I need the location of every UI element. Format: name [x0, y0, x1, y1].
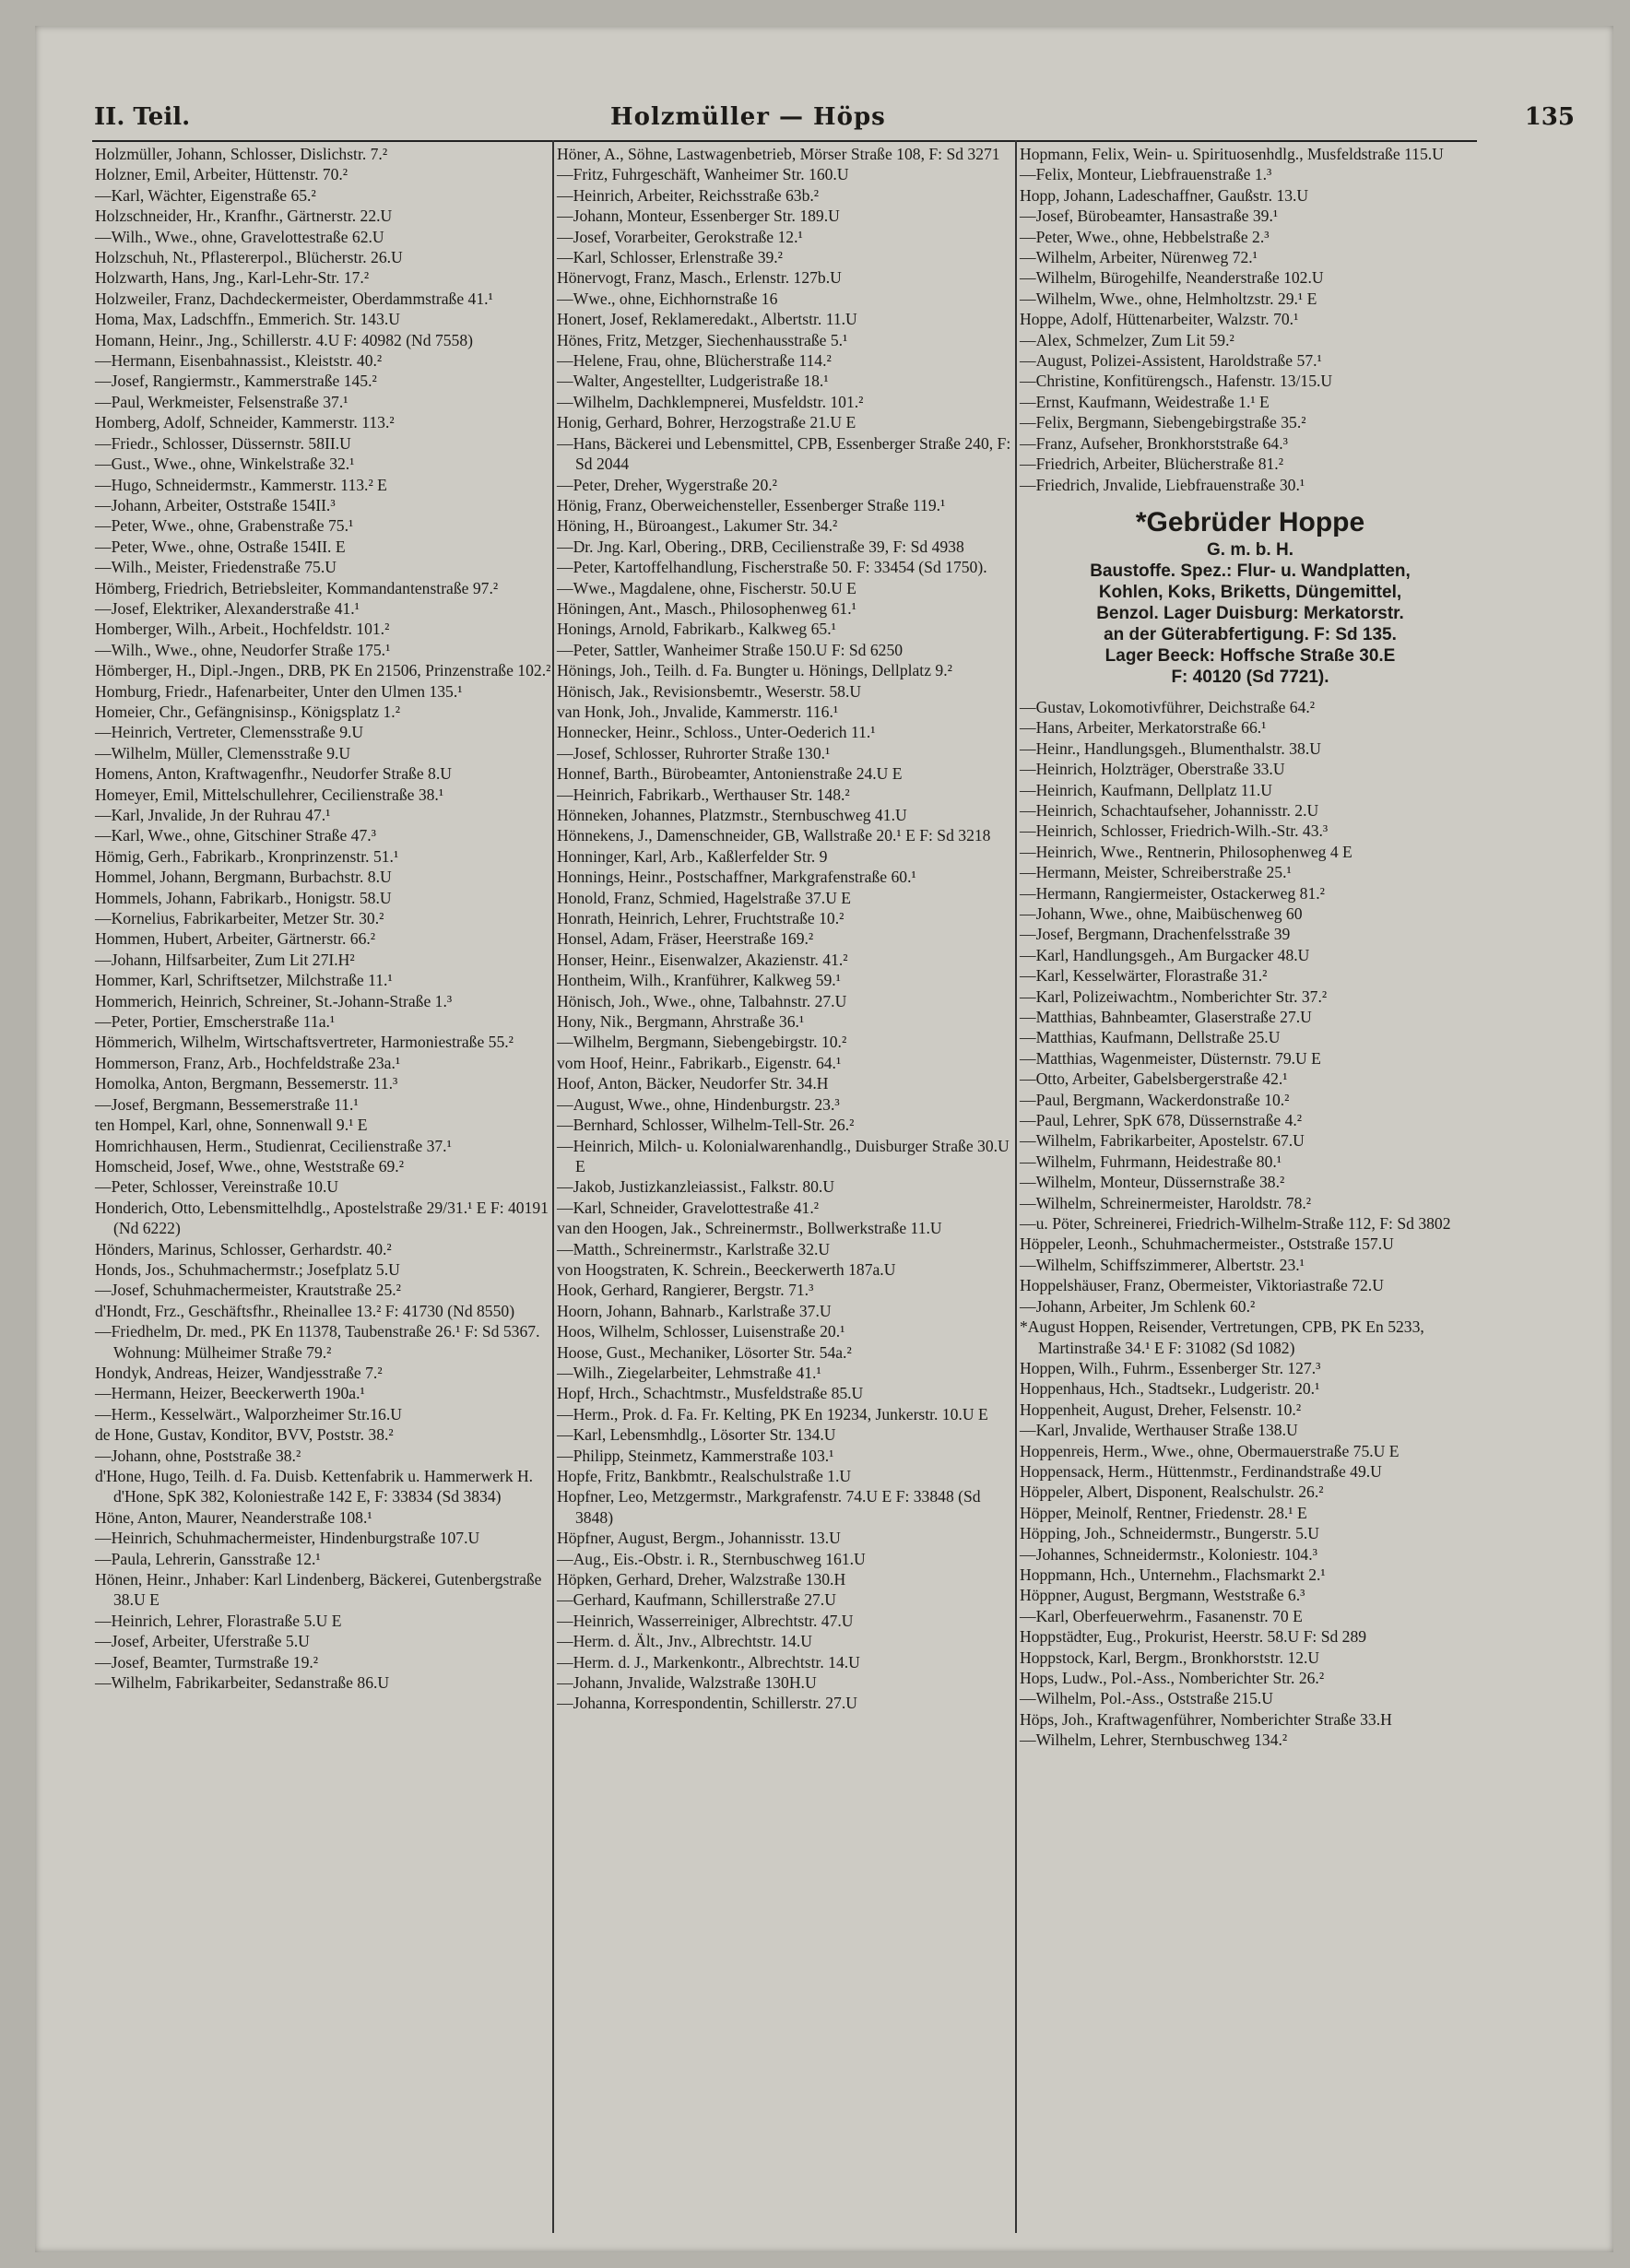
directory-entry: —Kornelius, Fabrikarbeiter, Metzer Str. 30.²	[95, 909, 384, 928]
directory-entry: —Johanna, Korrespondentin, Schillerstr. 27.U	[557, 1694, 857, 1713]
directory-entry: Homens, Anton, Kraftwagenfhr., Neudorfer Straße 8.U	[95, 764, 452, 784]
directory-entry: Honrath, Heinrich, Lehrer, Fruchtstraße 10.²	[557, 909, 845, 928]
directory-entry: —Josef, Arbeiter, Uferstraße 5.U	[95, 1632, 310, 1651]
directory-entry: Hoorn, Johann, Bahnarb., Karlstraße 37.U	[557, 1301, 832, 1320]
ad-line: Kohlen, Koks, Briketts, Düngemittel,	[1098, 582, 1402, 602]
directory-entry: Honderich, Otto, Lebensmittelhdlg., Apostelstraße 29/31.¹ E F: 40191 (Nd 6222)	[95, 1198, 549, 1238]
directory-entry: —Heinrich, Holzträger, Oberstraße 33.U	[1020, 760, 1285, 779]
ad-line: F: 40120 (Sd 7721).	[1171, 667, 1329, 687]
directory-entry: Hönig, Franz, Oberweichensteller, Essenberger Straße 119.¹	[557, 495, 946, 514]
directory-entry: Hops, Ludw., Pol.-Ass., Nomberichter Str. 26.²	[1020, 1669, 1325, 1687]
directory-entry: —Jakob, Justizkanzleiassist., Falkstr. 80.U	[557, 1177, 835, 1197]
directory-entry: —Wilhelm, Fabrikarbeiter, Sedanstraße 86.U	[95, 1673, 390, 1693]
directory-entry: —Johann, Arbeiter, Jm Schlenk 60.²	[1020, 1296, 1256, 1316]
directory-entry: —Wilhelm, Wwe., ohne, Helmholtzstr. 29.¹ E	[1020, 289, 1317, 308]
directory-entry: —Karl, Kesselwärter, Florastraße 31.²	[1020, 966, 1268, 986]
directory-entry: —Josef, Schlosser, Ruhrorter Straße 130.¹	[557, 743, 831, 762]
directory-entry: —Josef, Vorarbeiter, Gerokstraße 12.¹	[557, 227, 803, 246]
directory-entry: —Hans, Arbeiter, Merkatorstraße 66.¹	[1020, 718, 1267, 738]
directory-entry: Hoppstädter, Eug., Prokurist, Heerstr. 58.U F: Sd 289	[1020, 1627, 1367, 1647]
directory-entry: Homberger, Wilh., Arbeit., Hochfeldstr. 101.²	[95, 620, 390, 639]
ad-line: Benzol. Lager Duisburg: Merkatorstr.	[1096, 603, 1404, 623]
directory-entry: —Johann, ohne, Poststraße 38.²	[95, 1446, 301, 1465]
directory-entry: Holzschneider, Hr., Kranfhr., Gärtnerstr. 22.U	[95, 207, 393, 226]
directory-entry: —Josef, Bergmann, Bessemerstraße 11.¹	[95, 1094, 359, 1114]
directory-entry: Hoppe, Adolf, Hüttenarbeiter, Walzstr. 70.¹	[1020, 310, 1299, 329]
directory-entry: Hommels, Johann, Fabrikarb., Honigstr. 58.U	[95, 888, 392, 907]
ad-line: an der Güterabfertigung. F: Sd 135.	[1104, 624, 1397, 644]
directory-entry: —Wilh., Ziegelarbeiter, Lehmstraße 41.¹	[557, 1363, 821, 1382]
ad-subtitle: G. m. b. H.	[1207, 539, 1293, 560]
directory-column-2	[557, 144, 1018, 1714]
directory-entry: Hontheim, Wilh., Kranführer, Kalkweg 59.¹	[557, 971, 841, 990]
directory-entry: —Peter, Schlosser, Vereinstraße 10.U	[95, 1177, 339, 1197]
directory-entry: Hommerich, Heinrich, Schreiner, St.-Johann-Straße 1.³	[95, 991, 453, 1010]
directory-entry: —Wilhelm, Lehrer, Sternbuschweg 134.²	[1020, 1731, 1288, 1750]
directory-entry: —Peter, Sattler, Wanheimer Straße 150.U F: Sd 6250	[557, 640, 904, 659]
directory-entry: —Hans, Bäckerei und Lebensmittel, CPB, Essenberger Straße 240, F: Sd 2044	[557, 433, 1011, 474]
directory-entry: —Hermann, Eisenbahnassist., Kleiststr. 40.²	[95, 351, 383, 371]
directory-entry: Hömberg, Friedrich, Betriebsleiter, Kommandantenstraße 97.²	[95, 578, 499, 597]
directory-entry: Hoppstock, Karl, Bergm., Bronkhorststr. 12.U	[1020, 1648, 1320, 1667]
directory-entry: Hoppelshäuser, Franz, Obermeister, Viktoriastraße 72.U	[1020, 1276, 1384, 1295]
directory-entry: —Hermann, Rangiermeister, Ostackerweg 81.²	[1020, 883, 1325, 903]
directory-entry: Höppeler, Leonh., Schuhmachermeister., Oststraße 157.U	[1020, 1234, 1394, 1254]
directory-entry: —Heinrich, Schlosser, Friedrich-Wilh.-Str. 43.³	[1020, 821, 1329, 841]
directory-entry: Hopmann, Felix, Wein- u. Spirituosenhdlg., Musfeldstraße 115.U	[1020, 145, 1444, 163]
page-header	[57, 70, 1575, 144]
directory-entry: —Herm., Kesselwärt., Walporzheimer Str.16.U	[95, 1404, 402, 1423]
directory-entry: —Friedrich, Jnvalide, Liebfrauenstraße 30.¹	[1020, 475, 1305, 494]
directory-entry: Höps, Joh., Kraftwagenführer, Nomberichter Straße 33.H	[1020, 1709, 1392, 1729]
directory-entry: —Helene, Frau, ohne, Blücherstraße 114.²	[557, 351, 832, 371]
directory-entry: —Wilhelm, Bürogehilfe, Neanderstraße 102.U	[1020, 268, 1324, 288]
directory-entry: Hopfe, Fritz, Bankbmtr., Realschulstraße 1.U	[557, 1467, 852, 1485]
directory-entry: —Friedhelm, Dr. med., PK En 11378, Taubenstraße 26.¹ F: Sd 5367. Wohnung: Mülheimer Straße 79.²	[95, 1322, 540, 1362]
directory-entry: —Josef, Schuhmachermeister, Krautstraße 25.²	[95, 1281, 401, 1300]
directory-entry: d'Hone, Hugo, Teilh. d. Fa. Duisb. Kettenfabrik u. Hammerwerk H. d'Hone, SpK 382, Koloniestraße 142 E, F: 33834 (Sd 3834)	[95, 1467, 534, 1506]
directory-entry: —Fritz, Fuhrgeschäft, Wanheimer Str. 160.U	[557, 165, 849, 184]
directory-entry: —Hugo, Schneidermstr., Kammerstr. 113.² E	[95, 475, 387, 494]
column-3-bottom-entries	[1020, 697, 1481, 1751]
directory-entry: Hopf, Hrch., Schachtmstr., Musfeldstraße 85.U	[557, 1384, 864, 1403]
directory-entry: —Wwe., Magdalene, ohne, Fischerstr. 50.U E	[557, 578, 856, 597]
directory-entry: Höpken, Gerhard, Dreher, Walzstraße 130.H	[557, 1570, 846, 1589]
directory-entry: —u. Pöter, Schreinerei, Friedrich-Wilhelm-Straße 112, F: Sd 3802	[1020, 1214, 1451, 1234]
directory-entry: —Karl, Lebensmhdlg., Lösorter Str. 134.U	[557, 1425, 836, 1445]
directory-entry: —Peter, Dreher, Wygerstraße 20.²	[557, 475, 777, 494]
directory-entry: Hommerson, Franz, Arb., Hochfeldstraße 23a.¹	[95, 1053, 401, 1072]
part-label: II. Teil.	[94, 103, 191, 131]
directory-entry: —Matthias, Wagenmeister, Düsternstr. 79.U E	[1020, 1048, 1321, 1068]
directory-entry: —Peter, Wwe., ohne, Ostraße 154II. E	[95, 537, 346, 556]
directory-entry: Hoose, Gust., Mechaniker, Lösorter Str. 54a.²	[557, 1342, 852, 1362]
directory-entry: Höning, H., Büroangest., Lakumer Str. 34.²	[557, 516, 838, 536]
directory-entry: von Hoogstraten, K. Schrein., Beeckerwerth 187a.U	[557, 1259, 896, 1279]
directory-entry: —Josef, Rangiermstr., Kammerstraße 145.²	[95, 372, 377, 391]
directory-entry: Hoppenreis, Herm., Wwe., ohne, Obermauerstraße 75.U E	[1020, 1441, 1400, 1460]
directory-entry: —Peter, Kartoffelhandlung, Fischerstraße 50. F: 33454 (Sd 1750).	[557, 558, 987, 577]
directory-entry: Honold, Franz, Schmied, Hagelstraße 37.U E	[557, 888, 852, 907]
directory-entry: —Wilhelm, Pol.-Ass., Oststraße 215.U	[1020, 1689, 1273, 1708]
directory-entry: —Johann, Arbeiter, Oststraße 154II.³	[95, 495, 336, 514]
directory-entry: —Wilh., Wwe., ohne, Gravelottestraße 62.U	[95, 227, 384, 246]
directory-entry: —Johann, Jnvalide, Walzstraße 130H.U	[557, 1673, 817, 1693]
directory-entry: —Hermann, Heizer, Beeckerwerth 190a.¹	[95, 1384, 365, 1403]
directory-entry: Hommen, Hubert, Arbeiter, Gärtnerstr. 66.²	[95, 929, 376, 949]
directory-entry: Holzner, Emil, Arbeiter, Hüttenstr. 70.²	[95, 165, 348, 184]
directory-entry: Hömig, Gerh., Fabrikarb., Kronprinzenstr. 51.¹	[95, 846, 399, 866]
directory-entry: —Heinrich, Lehrer, Florastraße 5.U E	[95, 1611, 342, 1630]
directory-entry: —Walter, Angestellter, Ludgeristraße 18.¹	[557, 372, 829, 391]
directory-entry: —Paula, Lehrerin, Gansstraße 12.¹	[95, 1549, 321, 1568]
directory-entry: —Matthias, Kaufmann, Dellstraße 25.U	[1020, 1028, 1281, 1047]
directory-entry: —Josef, Elektriker, Alexanderstraße 41.¹	[95, 598, 360, 618]
directory-entry: —Philipp, Steinmetz, Kammerstraße 103.¹	[557, 1446, 834, 1465]
ad-title: *Gebrüder Hoppe	[1135, 506, 1365, 537]
directory-entry: —Heinrich, Schachtaufseher, Johannisstr. 2.U	[1020, 800, 1319, 820]
directory-entry: —Wilhelm, Dachklempnerei, Musfeldstr. 101.²	[557, 392, 864, 411]
directory-entry: Höner, A., Söhne, Lastwagenbetrieb, Mörser Straße 108, F: Sd 3271	[557, 145, 1000, 163]
directory-entry: —Wilhelm, Fuhrmann, Heidestraße 80.¹	[1020, 1152, 1282, 1171]
directory-entry: Hönisch, Joh., Wwe., ohne, Talbahnstr. 27.U	[557, 991, 847, 1010]
directory-entry: —Hermann, Meister, Schreiberstraße 25.¹	[1020, 863, 1292, 882]
directory-entry: —Wilhelm, Bergmann, Siebengebirgstr. 10.²	[557, 1033, 847, 1052]
running-head: Holzmüller — Höps	[610, 103, 886, 131]
directory-entry: —Karl, Wwe., ohne, Gitschiner Straße 47.³	[95, 826, 376, 845]
directory-entry: Höppeler, Albert, Disponent, Realschulstr. 26.²	[1020, 1482, 1324, 1502]
directory-entry: —Felix, Bergmann, Siebengebirgstraße 35.²	[1020, 413, 1306, 432]
directory-entry: Hömmerich, Wilhelm, Wirtschaftsvertreter, Harmoniestraße 55.²	[95, 1033, 514, 1052]
directory-entry: Höpfner, August, Bergm., Johannisstr. 13.U	[557, 1529, 841, 1548]
directory-column-3	[1020, 144, 1481, 1751]
directory-entry: Hook, Gerhard, Rangierer, Bergstr. 71.³	[557, 1281, 814, 1300]
directory-entry: van Honk, Joh., Jnvalide, Kammerstr. 116.¹	[557, 702, 839, 721]
directory-entry: —Josef, Beamter, Turmstraße 19.²	[95, 1652, 319, 1671]
directory-entry: Homeyer, Emil, Mittelschullehrer, Cecilienstraße 38.¹	[95, 785, 444, 804]
directory-entry: —Otto, Arbeiter, Gabelsbergerstraße 42.¹	[1020, 1069, 1288, 1089]
directory-entry: Hönen, Heinr., Jnhaber: Karl Lindenberg, Bäckerei, Gutenbergstraße 38.U E	[95, 1570, 542, 1610]
directory-entry: Hondyk, Andreas, Heizer, Wandjesstraße 7.²	[95, 1363, 383, 1382]
directory-entry: Hömberger, H., Dipl.-Jngen., DRB, PK En 21506, Prinzenstraße 102.²	[95, 661, 551, 680]
directory-entry: Hoppen, Wilh., Fuhrm., Essenberger Str. 127.³	[1020, 1358, 1321, 1377]
directory-entry: —Peter, Wwe., ohne, Grabenstraße 75.¹	[95, 516, 354, 536]
directory-entry: —August, Polizei-Assistent, Haroldstraße 57.¹	[1020, 351, 1322, 371]
directory-entry: Honnings, Heinr., Postschaffner, Markgrafenstraße 60.¹	[557, 868, 916, 887]
directory-entry: —Heinrich, Arbeiter, Reichsstraße 63b.²	[557, 185, 820, 205]
directory-entry: Honnef, Barth., Bürobeamter, Antonienstraße 24.U E	[557, 764, 903, 784]
directory-entry: Homa, Max, Ladschffn., Emmerich. Str. 143.U	[95, 310, 400, 329]
directory-entry: Homolka, Anton, Bergmann, Bessemerstr. 11.³	[95, 1074, 398, 1093]
directory-entry: —Karl, Jnvalide, Jn der Ruhrau 47.¹	[95, 806, 331, 824]
directory-entry: Honings, Arnold, Fabrikarb., Kalkweg 65.¹	[557, 620, 836, 639]
directory-entry: —Paul, Werkmeister, Felsenstraße 37.¹	[95, 392, 348, 411]
directory-entry: —Friedrich, Arbeiter, Blücherstraße 81.²	[1020, 455, 1283, 474]
directory-entry: —Karl, Handlungsgeh., Am Burgacker 48.U	[1020, 945, 1310, 964]
directory-entry: —Wilhelm, Schreinermeister, Haroldstr. 78.²	[1020, 1193, 1312, 1212]
directory-entry: —Heinrich, Kaufmann, Dellplatz 11.U	[1020, 780, 1272, 799]
directory-entry: Honert, Josef, Reklameredakt., Albertstr. 11.U	[557, 310, 857, 329]
header-rule	[92, 140, 1477, 142]
directory-entry: Honninger, Karl, Arb., Kaßlerfelder Str. 9	[557, 846, 828, 866]
directory-entry: Hopp, Johann, Ladeschaffner, Gaußstr. 13.U	[1020, 185, 1309, 205]
directory-entry: —August, Wwe., ohne, Hindenburgstr. 23.³	[557, 1094, 840, 1114]
directory-entry: Hoppenheit, August, Dreher, Felsenstr. 10.²	[1020, 1400, 1302, 1419]
directory-entry: —Ernst, Kaufmann, Weidestraße 1.¹ E	[1020, 392, 1270, 411]
directory-entry: Hoos, Wilhelm, Schlosser, Luisenstraße 20.¹	[557, 1322, 845, 1341]
directory-entry: —Karl, Polizeiwachtm., Nomberichter Str. 37.²	[1020, 986, 1328, 1006]
directory-entry: Holzmüller, Johann, Schlosser, Dislichstr. 7.²	[95, 145, 388, 163]
directory-entry: —Gust., Wwe., ohne, Winkelstraße 32.¹	[95, 455, 355, 474]
directory-entry: —Herm. d. Ält., Jnv., Albrechtstr. 14.U	[557, 1632, 812, 1651]
directory-entry: —Karl, Oberfeuerwehrm., Fasanenstr. 70 E	[1020, 1606, 1303, 1625]
directory-entry: Homann, Heinr., Jng., Schillerstr. 4.U F: 40982 (Nd 7558)	[95, 330, 474, 349]
directory-entry: —Johann, Wwe., ohne, Maibüschenweg 60	[1020, 904, 1303, 923]
column-3-top-entries	[1020, 144, 1481, 495]
directory-entry: —Alex, Schmelzer, Zum Lit 59.²	[1020, 330, 1234, 349]
directory-entry: —Paul, Lehrer, SpK 678, Düssernstraße 4.²	[1020, 1111, 1303, 1130]
directory-column-1	[95, 144, 556, 1693]
directory-entry: —Josef, Bürobeamter, Hansastraße 39.¹	[1020, 207, 1279, 226]
directory-entry: —Wilhelm, Müller, Clemensstraße 9.U	[95, 743, 351, 762]
directory-entry: Hönneken, Johannes, Platzmstr., Sternbuschweg 41.U	[557, 806, 907, 824]
directory-entry: vom Hoof, Heinr., Fabrikarb., Eigenstr. 64.¹	[557, 1053, 842, 1072]
directory-entry: —Christine, Konfitürengsch., Hafenstr. 13/15.U	[1020, 372, 1333, 391]
directory-entry: Hönes, Fritz, Metzger, Siechenhausstraße 5.¹	[557, 330, 848, 349]
directory-entry: —Johannes, Schneidermstr., Koloniestr. 104.³	[1020, 1544, 1317, 1564]
directory-entry: —Wilhelm, Fabrikarbeiter, Apostelstr. 67.U	[1020, 1131, 1305, 1151]
directory-entry: Hönings, Joh., Teilh. d. Fa. Bungter u. Hönings, Dellplatz 9.²	[557, 661, 952, 680]
directory-entry: —Heinr., Handlungsgeh., Blumenthalstr. 38.U	[1020, 738, 1321, 758]
directory-entry: Hony, Nik., Bergmann, Ahrstraße 36.¹	[557, 1012, 805, 1032]
directory-entry: Honser, Heinr., Eisenwalzer, Akazienstr. 41.²	[557, 950, 848, 969]
directory-entry: —Wilh., Meister, Friedenstraße 75.U	[95, 558, 337, 577]
directory-entry: —Franz, Aufseher, Bronkhorststraße 64.³	[1020, 433, 1288, 453]
directory-entry: Hönnekens, J., Damenschneider, GB, Wallstraße 20.¹ E F: Sd 3218	[557, 826, 991, 845]
directory-entry: —Heinrich, Wasserreiniger, Albrechtstr. 47.U	[557, 1611, 854, 1630]
directory-entry: —Bernhard, Schlosser, Wilhelm-Tell-Str. 26.²	[557, 1116, 855, 1135]
directory-entry: —Gerhard, Kaufmann, Schillerstraße 27.U	[557, 1590, 836, 1610]
directory-entry: Hommer, Karl, Schriftsetzer, Milchstraße 11.¹	[95, 971, 393, 990]
directory-entry: Hönervogt, Franz, Masch., Erlenstr. 127b.U	[557, 268, 842, 288]
directory-entry: Homeier, Chr., Gefängnisinsp., Königsplatz 1.²	[95, 702, 400, 721]
directory-entry: —Herm., Prok. d. Fa. Fr. Kelting, PK En 19234, Junkerstr. 10.U E	[557, 1404, 988, 1423]
directory-entry: Holzweiler, Franz, Dachdeckermeister, Oberdammstraße 41.¹	[95, 289, 493, 308]
directory-entry: —Matthias, Bahnbeamter, Glaserstraße 27.U	[1020, 1008, 1312, 1026]
directory-entry: Homrichhausen, Herm., Studienrat, Cecilienstraße 37.¹	[95, 1136, 452, 1155]
directory-entry: Höppner, August, Bergmann, Weststraße 6.³	[1020, 1586, 1305, 1605]
directory-entry: van den Hoogen, Jak., Schreinermstr., Bollwerkstraße 11.U	[557, 1219, 942, 1238]
directory-entry: Homburg, Friedr., Hafenarbeiter, Unter den Ulmen 135.¹	[95, 681, 463, 701]
directory-entry: Homberg, Adolf, Schneider, Kammerstr. 113.²	[95, 413, 395, 432]
ad-line: Lager Beeck: Hoffsche Straße 30.E	[1104, 645, 1396, 666]
directory-entry: —Karl, Schneider, Gravelottestraße 41.²	[557, 1198, 820, 1217]
directory-entry: Hopfner, Leo, Metzgermstr., Markgrafenstr. 74.U E F: 33848 (Sd 3848)	[557, 1487, 981, 1527]
directory-entry: ten Hompel, Karl, ohne, Sonnenwall 9.¹ E	[95, 1116, 368, 1135]
directory-entry: —Wwe., ohne, Eichhornstraße 16	[557, 289, 778, 308]
directory-entry: de Hone, Gustav, Konditor, BVV, Poststr. 38.²	[95, 1425, 394, 1445]
directory-entry: —Dr. Jng. Karl, Obering., DRB, Cecilienstraße 39, F: Sd 4938	[557, 537, 964, 556]
directory-entry: Höningen, Ant., Masch., Philosophenweg 61.¹	[557, 598, 856, 618]
directory-entry: —Peter, Portier, Emscherstraße 11a.¹	[95, 1012, 336, 1032]
directory-entry: —Wilhelm, Schiffszimmerer, Albertstr. 23.¹	[1020, 1255, 1305, 1274]
directory-entry: —Wilhelm, Arbeiter, Nürenweg 72.¹	[1020, 248, 1258, 267]
directory-entry: Honsel, Adam, Fräser, Heerstraße 169.²	[557, 929, 814, 949]
directory-entry: Holzschuh, Nt., Pflastererpol., Blücherstr. 26.U	[95, 248, 403, 267]
directory-entry: —Peter, Wwe., ohne, Hebbelstraße 2.³	[1020, 227, 1270, 246]
directory-entry: Höpper, Meinolf, Rentner, Friedenstr. 28.¹ E	[1020, 1503, 1307, 1522]
directory-entry: —Karl, Wächter, Eigenstraße 65.²	[95, 185, 316, 205]
directory-entry: —Josef, Bergmann, Drachenfelsstraße 39	[1020, 925, 1291, 944]
directory-entry: —Matth., Schreinermstr., Karlstraße 32.U	[557, 1239, 831, 1258]
directory-entry: —Paul, Bergmann, Wackerdonstraße 10.²	[1020, 1090, 1290, 1109]
directory-entry: d'Hondt, Frz., Geschäftsfhr., Rheinallee 13.² F: 41730 (Nd 8550)	[95, 1301, 515, 1320]
directory-entry: —Wilhelm, Monteur, Düssernstraße 38.²	[1020, 1173, 1285, 1192]
directory-entry: —Felix, Monteur, Liebfrauenstraße 1.³	[1020, 165, 1272, 184]
directory-entry: Honig, Gerhard, Bohrer, Herzogstraße 21.U E	[557, 413, 856, 432]
directory-entry: —Friedr., Schlosser, Düssernstr. 58II.U	[95, 433, 351, 453]
ad-line: Baustoffe. Spez.: Flur- u. Wandplatten,	[1090, 561, 1411, 581]
directory-entry: —Heinrich, Milch- u. Kolonialwarenhandlg., Duisburger Straße 30.U E	[557, 1136, 1010, 1175]
directory-entry: Holzwarth, Hans, Jng., Karl-Lehr-Str. 17.²	[95, 268, 370, 288]
directory-entry: Höpping, Joh., Schneidermstr., Bungerstr. 5.U	[1020, 1524, 1319, 1543]
page-number: 135	[1524, 103, 1575, 131]
directory-entry: —Heinrich, Schuhmachermeister, Hindenburgstraße 107.U	[95, 1529, 480, 1548]
directory-entry: Hoppenhaus, Hch., Stadtsekr., Ludgeristr. 20.¹	[1020, 1379, 1320, 1399]
directory-entry: —Johann, Hilfsarbeiter, Zum Lit 27I.H²	[95, 950, 355, 969]
directory-entry: Hönders, Marinus, Schlosser, Gerhardstr. 40.²	[95, 1239, 392, 1258]
directory-entry: —Johann, Monteur, Essenberger Str. 189.U	[557, 207, 840, 226]
directory-entry: Hönisch, Jak., Revisionsbemtr., Weserstr. 58.U	[557, 681, 862, 701]
directory-entry: —Herm. d. J., Markenkontr., Albrechtstr. 14.U	[557, 1652, 860, 1671]
directory-entry: Hoppmann, Hch., Unternehm., Flachsmarkt 2.¹	[1020, 1565, 1326, 1584]
directory-entry: —Heinrich, Vertreter, Clemensstraße 9.U	[95, 723, 364, 742]
directory-entry: —Wilh., Wwe., ohne, Neudorfer Straße 175.¹	[95, 640, 391, 659]
directory-entry: *August Hoppen, Reisender, Vertretungen, CPB, PK En 5233, Martinstraße 34.¹ E F: 31082 (Sd 1082)	[1020, 1317, 1424, 1357]
directory-entry: Hoof, Anton, Bäcker, Neudorfer Str. 34.H	[557, 1074, 829, 1093]
directory-entry: Honds, Jos., Schuhmachermstr.; Josefplatz 5.U	[95, 1259, 400, 1279]
directory-entry: —Heinrich, Fabrikarb., Werthauser Str. 148.²	[557, 785, 850, 804]
directory-entry: Homscheid, Josef, Wwe., ohne, Weststraße 69.²	[95, 1156, 404, 1175]
directory-entry: —Karl, Schlosser, Erlenstraße 39.²	[557, 248, 783, 267]
directory-entry: —Heinrich, Wwe., Rentnerin, Philosophenweg 4 E	[1020, 842, 1352, 861]
directory-entry: —Aug., Eis.-Obstr. i. R., Sternbuschweg 161.U	[557, 1549, 866, 1568]
directory-entry: —Gustav, Lokomotivführer, Deichstraße 64.²	[1020, 697, 1316, 716]
directory-entry: Hoppensack, Herm., Hüttenmstr., Ferdinandstraße 49.U	[1020, 1461, 1382, 1481]
directory-entry: Honnecker, Heinr., Schloss., Unter-Oederich 11.¹	[557, 723, 876, 742]
directory-entry: Hommel, Johann, Bergmann, Burbachstr. 8.U	[95, 868, 392, 887]
advertisement-gebrueder-hoppe	[1020, 506, 1481, 688]
directory-entry: Höne, Anton, Maurer, Neanderstraße 108.¹	[95, 1507, 372, 1527]
directory-entry: —Karl, Jnvalide, Werthauser Straße 138.U	[1020, 1421, 1298, 1440]
